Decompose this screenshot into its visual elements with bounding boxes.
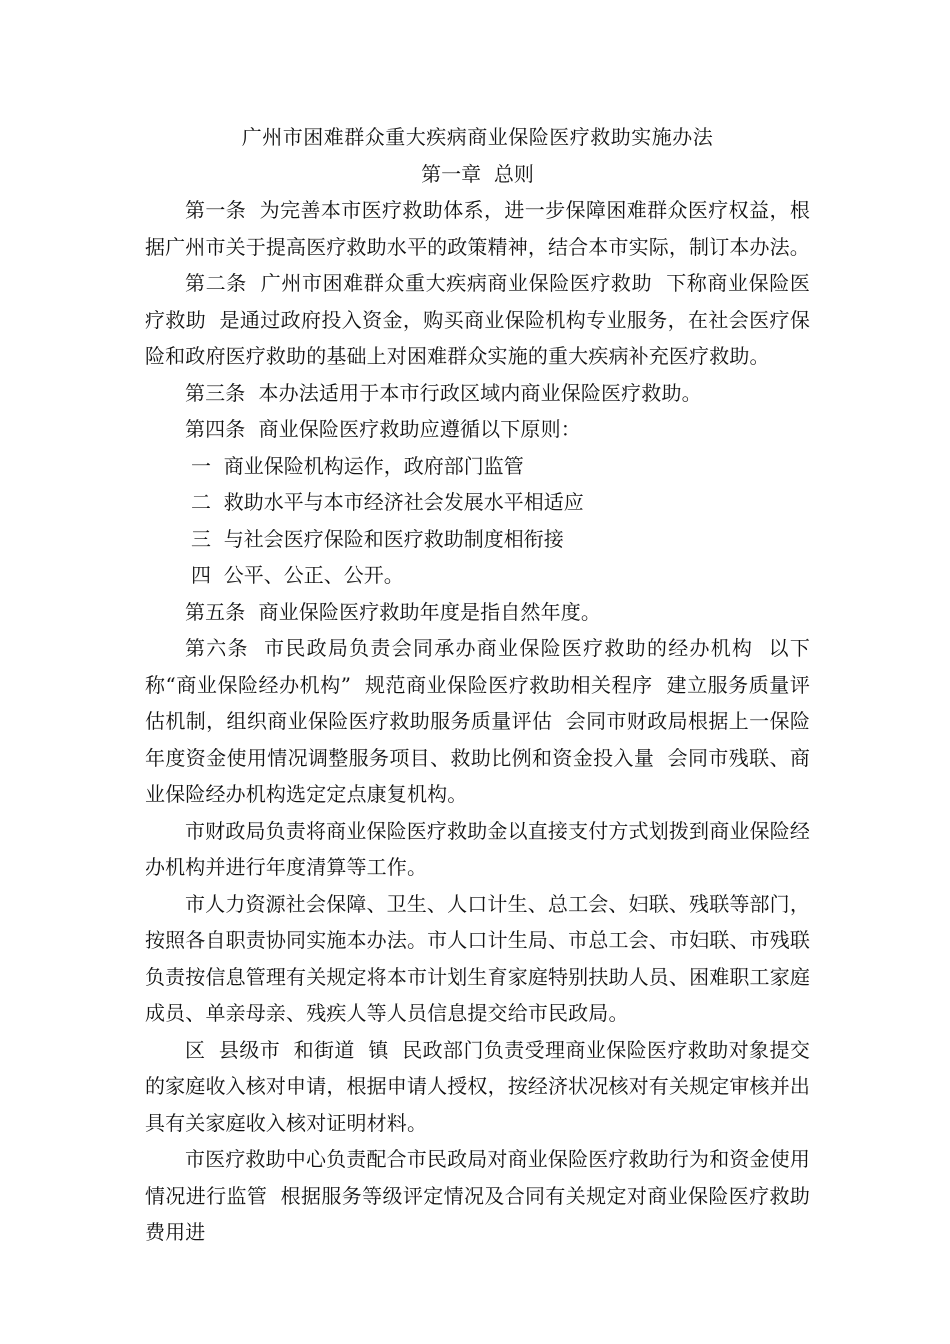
principle-item-3: 三 与社会医疗保险和医疗救助制度相衔接 bbox=[191, 526, 564, 551]
medical-aid-center-paragraph: 市医疗救助中心负责配合市民政局对商业保险医疗救助行为和资金使用情况进行监管 根据服务等级评定情况及合同有关规定对商业保险医疗救助费用进 bbox=[145, 1147, 810, 1244]
document-title: 广州市困难群众重大疾病商业保险医疗救助实施办法 bbox=[241, 125, 714, 149]
article-1: 第一条 为完善本市医疗救助体系，进一步保障困难群众医疗权益，根据广州市关于提高医疗救助水平的政策精神，结合本市实际，制订本办法。 bbox=[145, 198, 810, 259]
departments-paragraph: 市人力资源社会保障、卫生、人口计生、总工会、妇联、残联等部门，按照各自职责协同实施本办法。市人口计生局、市总工会、市妇联、市残联负责按信息管理有关规定将本市计划生育家庭特别扶助人员、困难职工家庭成员、单亲母亲、残疾人等人员信息提交给市民政局。 bbox=[145, 891, 810, 1025]
article-2: 第二条 广州市困难群众重大疾病商业保险医疗救助 下称商业保险医疗救助 是通过政府投入资金，购买商业保险机构专业服务，在社会医疗保险和政府医疗救助的基础上对困难群众实施的重大疾病补充医疗救助。 bbox=[145, 271, 810, 368]
principle-item-2: 二 救助水平与本市经济社会发展水平相适应 bbox=[191, 490, 584, 514]
chapter-heading: 第一章 总则 bbox=[421, 162, 534, 186]
article-6: 第六条 市民政局负责会同承办商业保险医疗救助的经办机构 以下称“商业保险经办机构” 规范商业保险医疗救助相关程序 建立服务质量评估机制，组织商业保险医疗救助服务质量评估 会同市财政局根据上一保险年度资金使用情况调整服务项目、救助比例和资金投入量 会同市残联、商业保险经办机构选定定点康复机构。 bbox=[145, 636, 810, 806]
finance-bureau-paragraph: 市财政局负责将商业保险医疗救助金以直接支付方式划拨到商业保险经办机构并进行年度清算等工作。 bbox=[145, 818, 810, 879]
document-body bbox=[145, 118, 810, 1251]
principle-item-4: 四 公平、公正、公开。 bbox=[191, 563, 404, 587]
principle-item-1: 一 商业保险机构运作，政府部门监管 bbox=[191, 453, 524, 478]
article-4: 第四条 商业保险医疗救助应遵循以下原则： bbox=[185, 417, 581, 441]
district-civil-affairs-paragraph: 区 县级市 和街道 镇 民政部门负责受理商业保险医疗救助对象提交的家庭收入核对申请，根据申请人授权，按经济状况核对有关规定审核并出具有关家庭收入核对证明材料。 bbox=[145, 1037, 810, 1135]
article-5: 第五条 商业保险医疗救助年度是指自然年度。 bbox=[185, 599, 602, 624]
article-3: 第三条 本办法适用于本市行政区域内商业保险医疗救助。 bbox=[185, 380, 702, 405]
